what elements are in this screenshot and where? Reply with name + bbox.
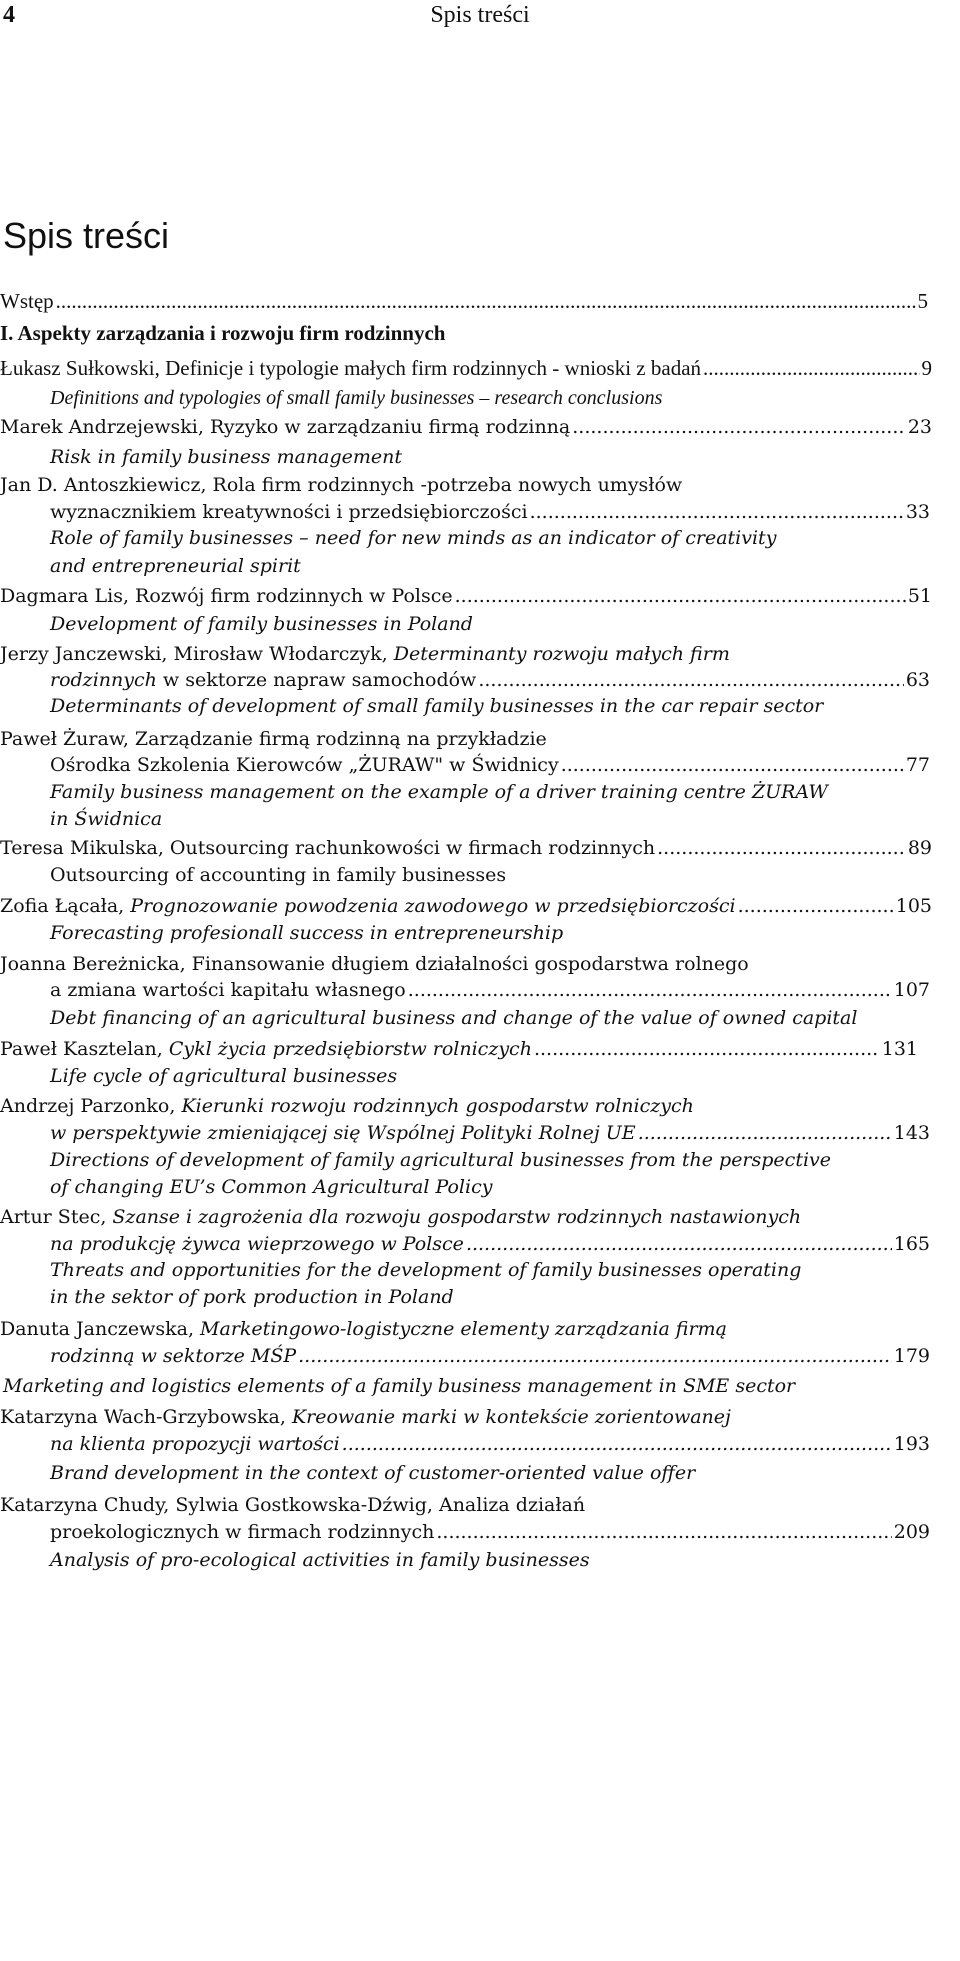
entry-author: Artur Stec,: [0, 1206, 107, 1228]
entry-author: Katarzyna Chudy, Sylwia Gostkowska-Dźwig,: [0, 1494, 433, 1516]
entry-translation: Analysis of pro-ecological activities in family businesses: [50, 1549, 590, 1571]
entry-title: Definicje i typologie małych firm rodzinnych - wnioski z badań: [159, 356, 702, 380]
entry-page: 51: [907, 585, 932, 607]
entry-author: Marek Andrzejewski,: [0, 416, 204, 438]
running-header: [0, 0, 960, 40]
entry-translation: Forecasting profesionall success in entrepreneurship: [50, 922, 564, 944]
entry-title: Szanse i zagrożenia dla rozwoju gospodarstw rodzinnych nastawionych: [106, 1206, 802, 1228]
entry-title: Determinanty rozwoju małych firm: [387, 643, 730, 665]
entry-author: Jan D. Antoszkiewicz,: [0, 474, 207, 496]
entry-title: na produkcję żywca wieprzowego w Polsce: [50, 1233, 464, 1255]
entry-title: Ryzyko w zarządzaniu firmą rodzinną: [203, 416, 571, 438]
entry-title: w perspektywie zmieniającej się Wspólnej Polityki Rolnej UE: [50, 1122, 636, 1144]
entry-title: rodzinną w sektorze MŚP: [50, 1345, 297, 1367]
entry-page: 209: [893, 1521, 930, 1543]
entry-translation: Brand development in the context of customer-oriented value offer: [50, 1462, 696, 1484]
entry-title: Ośrodka Szkolenia Kierowców „ŻURAW" w Świdnicy: [50, 754, 559, 776]
running-title: Spis treści: [430, 2, 530, 28]
entry-author: Joanna Bereżnicka,: [0, 953, 186, 975]
entry-author: Teresa Mikulska,: [0, 837, 164, 859]
entry-page: 107: [893, 979, 930, 1001]
entry-translation: Development of family businesses in Poland: [50, 613, 473, 635]
entry-title: Kierunki rozwoju rodzinnych gospodarstw rolniczych: [175, 1095, 694, 1117]
entry-translation: in the sektor of pork production in Poland: [50, 1286, 454, 1308]
entry-title: rodzinnych: [50, 669, 157, 691]
entry-author: Jerzy Janczewski, Mirosław Włodarczyk,: [0, 643, 388, 665]
toc-entry[interactable]: [0, 352, 932, 384]
entry-translation: Risk in family business management: [50, 446, 403, 468]
dot-leader: [572, 411, 906, 443]
entry-translation: Role of family businesses – need for new minds as an indicator of creativity: [50, 527, 777, 549]
entry-title: Zarządzanie firmą rodzinną na przykładzie: [128, 728, 547, 750]
entry-translation: Debt financing of an agricultural business and change of the value of owned capital: [50, 1007, 858, 1029]
entry-title: Marketingowo-logistyczne elementy zarządzania firmą: [194, 1318, 727, 1340]
entry-title: Prognozowanie powodzenia zawodowego w przedsiębiorczości: [124, 895, 736, 917]
entry-page: 63: [905, 669, 930, 691]
entry-page: 131: [881, 1038, 918, 1060]
entry-title: Analiza działań: [432, 1494, 586, 1516]
entry-page: 193: [893, 1433, 930, 1455]
toc-entry[interactable]: [0, 411, 932, 443]
toc-entry[interactable]: [50, 1340, 930, 1372]
section-heading: I. Aspekty zarządzania i rozwoju firm rodzinnych: [0, 321, 446, 345]
toc-entry-wstep[interactable]: [0, 285, 928, 317]
entry-author: Andrzej Parzonko,: [0, 1095, 176, 1117]
entry-translation: Life cycle of agricultural businesses: [50, 1065, 398, 1087]
entry-title: wyznacznikiem kreatywności i przedsiębiorczości: [50, 501, 528, 523]
entry-translation: Definitions and typologies of small family businesses – research conclusions: [50, 387, 663, 409]
entry-author: Łukasz Sułkowski,: [0, 356, 160, 380]
entry-translation: and entrepreneurial spirit: [50, 555, 301, 577]
dot-leader: [342, 1428, 892, 1460]
dot-leader: [56, 285, 916, 317]
entry-title: Cykl życia przedsiębiorstw rolniczych: [162, 1038, 532, 1060]
entry-translation: Directions of development of family agricultural businesses from the perspective: [50, 1149, 832, 1171]
entry-author: Paweł Żuraw,: [0, 728, 129, 750]
entry-page: 23: [907, 416, 932, 438]
entry-translation: Outsourcing of accounting in family businesses: [50, 864, 507, 886]
entry-translation: Family business management on the example of a driver training centre ŻURAW: [50, 781, 828, 803]
page-number: 4: [3, 2, 15, 28]
entry-page: 105: [895, 895, 932, 917]
entry-title: Kreowanie marki w kontekście zorientowanej: [285, 1406, 731, 1428]
toc-title: Spis treści: [3, 215, 170, 256]
entry-translation: in Świdnica: [50, 808, 163, 830]
entry-author: Paweł Kasztelan,: [0, 1038, 163, 1060]
entry-page: 143: [893, 1122, 930, 1144]
entry-page: 165: [893, 1233, 930, 1255]
entry-page: 179: [893, 1345, 930, 1367]
entry-title: Finansowanie długiem działalności gospodarstwa rolnego: [185, 953, 749, 975]
entry-title: Rola firm rodzinnych -potrzeba nowych umysłów: [206, 474, 683, 496]
entry-author: Danuta Janczewska,: [0, 1318, 195, 1340]
entry-translation: Threats and opportunities for the development of family businesses operating: [50, 1259, 802, 1281]
entry-title: a zmiana wartości kapitału własnego: [50, 979, 406, 1001]
entry-title: proekologicznych w firmach rodzinnych: [50, 1521, 435, 1543]
entry-page: 5: [917, 289, 928, 313]
entry-author: Zofia Łącała,: [0, 895, 125, 917]
dot-leader: [703, 352, 919, 384]
dot-leader: [298, 1340, 892, 1372]
entry-title: Rozwój firm rodzinnych w Polsce: [129, 585, 453, 607]
entry-title: Outsourcing rachunkowości w firmach rodzinnych: [163, 837, 656, 859]
entry-title: na klienta propozycji wartości: [50, 1433, 340, 1455]
entry-author: Katarzyna Wach-Grzybowska,: [0, 1406, 286, 1428]
entry-page: 77: [905, 754, 930, 776]
entry-translation: Determinants of development of small family businesses in the car repair sector: [50, 695, 824, 717]
entry-translation: of changing EU’s Common Agricultural Policy: [50, 1176, 493, 1198]
entry-title: Wstęp: [0, 289, 54, 313]
toc-entry[interactable]: [50, 1428, 930, 1460]
entry-page: 33: [905, 501, 930, 523]
entry-author: Dagmara Lis,: [0, 585, 130, 607]
entry-translation: Marketing and logistics elements of a family business management in SME sector: [3, 1375, 796, 1397]
entry-title: w sektorze napraw samochodów: [156, 669, 477, 691]
entry-page: 89: [907, 837, 932, 859]
entry-page: 9: [921, 356, 932, 380]
